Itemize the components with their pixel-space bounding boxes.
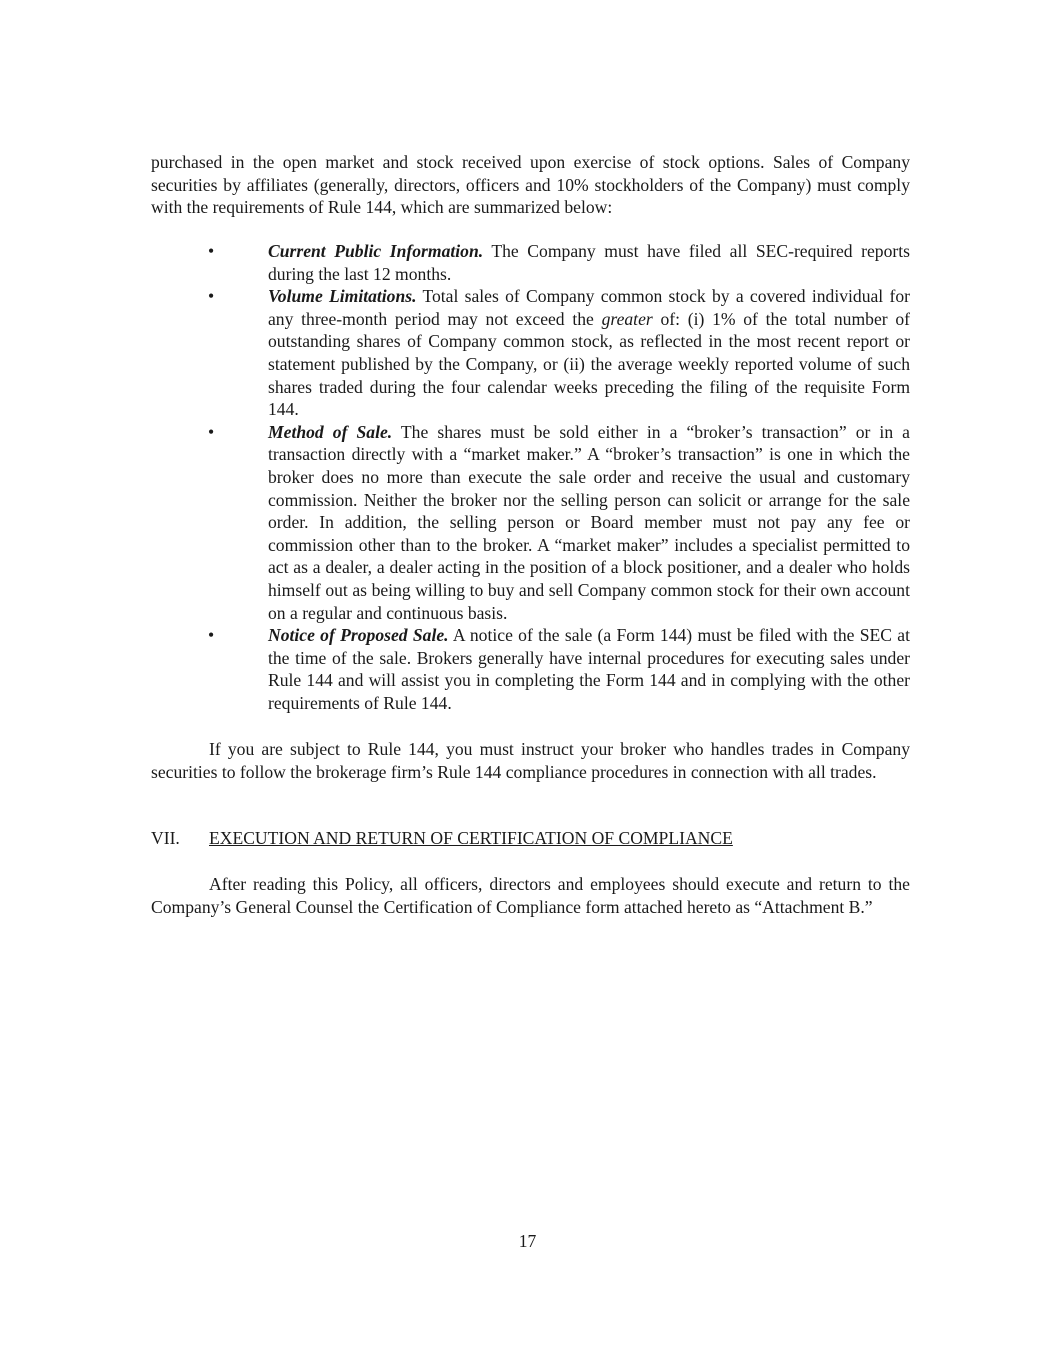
list-item-text — [268, 285, 910, 421]
list-item-body: The shares must be sold either in a “broker’s transaction” or in a transaction directly with a “market maker.” A “broker’s transaction” is one in which the broker does no more than execute the sale order and receive the usual and customary commission. Neither the broker nor the selling person can solicit or arrange for the sale order. In addition, the selling person or Board member must not pay any fee or commission other than to the broker. A “market maker” includes a specialist permitted to act as a dealer, a dealer acting in the position of a block positioner, and a dealer who holds himself out as being willing to buy and sell Company common stock for their own account on a regular and continuous basis. — [268, 421, 910, 623]
list-item-body-continued: of: (i) 1% of the total number of outstanding shares of Company common stock, as reflected in the most recent report or statement published by the Company, or (ii) the average weekly reported volume of such shares traded during the four calendar weeks preceding the filing of the requisite Form 144. — [268, 308, 911, 420]
list-item-heading: Current Public Information. — [268, 241, 484, 261]
list-item — [151, 240, 910, 285]
section-heading — [151, 827, 910, 850]
list-item-text — [268, 421, 910, 624]
list-item-heading: Method of Sale. — [268, 421, 393, 442]
page-number: 17 — [518, 1231, 537, 1251]
list-item-text — [268, 240, 910, 285]
intro-paragraph: purchased in the open market and stock received upon exercise of stock options. Sales of Company securities by affiliates (generally, directors, officers and 10% stockholders of the Company) must comply with the requirements of Rule 144, which are summarized below: — [151, 152, 910, 218]
section-number: VII. — [151, 828, 180, 848]
list-item-heading: Notice of Proposed Sale. — [268, 625, 449, 646]
bullet-marker: • — [208, 286, 215, 307]
list-item-heading: Volume Limitations. — [268, 286, 417, 307]
rule-144-instruction-paragraph: If you are subject to Rule 144, you must instruct your broker who handles trades in Company securities to follow the brokerage firm’s Rule 144 compliance procedures in connection with all trades. — [151, 739, 910, 782]
bullet-marker: • — [208, 241, 215, 261]
list-item — [151, 624, 910, 714]
list-item — [151, 285, 910, 421]
list-item-text — [268, 624, 910, 714]
closing-paragraph: After reading this Policy, all officers, directors and employees should execute and return to the Company’s General Counsel the Certification of Compliance form attached hereto as “Attachment B.” — [151, 874, 910, 917]
bullet-marker: • — [208, 625, 215, 646]
list-item-body: A notice of the sale (a Form 144) must be filed with the SEC at the time of the sale. Brokers generally have internal procedures for executing sales under Rule 144 and will assist you in completing the Form 144 and in complying with the other requirements of Rule 144. — [268, 625, 910, 713]
list-item-emphasis: greater — [601, 308, 653, 329]
list-item-body: Total sales of Company common stock by a covered individual for any three-month period may not exceed the — [268, 286, 910, 329]
list-item-body: The Company must have filed all SEC-required reports during the last 12 months. — [268, 241, 910, 284]
bullet-marker: • — [208, 421, 215, 442]
list-item — [151, 421, 910, 624]
rule-144-requirements-list — [151, 240, 910, 714]
section-title: EXECUTION AND RETURN OF CERTIFICATION OF COMPLIANCE — [209, 828, 733, 848]
